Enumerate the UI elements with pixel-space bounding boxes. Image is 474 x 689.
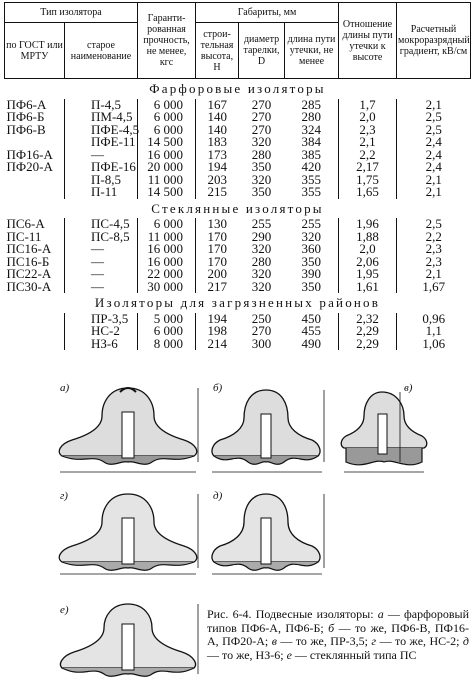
- table-row: [5, 186, 471, 199]
- table-cell: 2,5: [397, 218, 471, 231]
- table-cell: 6 000: [138, 99, 196, 112]
- table-cell: 2,5: [397, 124, 471, 137]
- table-cell: 2,3: [397, 243, 471, 256]
- table-cell: ПС16-А: [6, 241, 52, 256]
- table-cell: П-8,5: [65, 174, 138, 187]
- table-cell: 1,96: [339, 218, 397, 231]
- table-cell: ПФ6-Б: [6, 109, 45, 124]
- table-cell: 2,0: [339, 243, 397, 256]
- table-row: [5, 243, 471, 256]
- table-cell: 198: [196, 325, 239, 338]
- table-row: [5, 161, 471, 174]
- table-cell: 2,1: [339, 136, 397, 149]
- table-cell: 350: [301, 278, 322, 294]
- table-cell: 5 000: [138, 313, 196, 326]
- table-cell: 250: [251, 310, 272, 326]
- table-cell: 16 000: [138, 243, 196, 256]
- table-cell: 320: [251, 134, 272, 149]
- table-cell: 280: [251, 146, 272, 162]
- table-cell: 2,4: [397, 149, 471, 162]
- table-cell: 350: [301, 253, 322, 269]
- table-cell: 170: [196, 243, 239, 256]
- table-cell: 390: [301, 266, 322, 281]
- table-cell: 2,1: [397, 99, 471, 112]
- table-cell: 2,4: [397, 161, 471, 174]
- table-row: [5, 99, 471, 112]
- table-cell: 2,17: [339, 161, 397, 174]
- table-cell: 167: [196, 99, 239, 112]
- table-cell: 194: [196, 313, 239, 326]
- header-height: строительная высота, H: [196, 23, 239, 79]
- table-cell: 140: [196, 111, 239, 124]
- table-cell: 14 500: [138, 136, 196, 149]
- table-cell: 2,29: [339, 338, 397, 351]
- table-cell: 0,96: [397, 313, 471, 326]
- table-cell: 270: [251, 121, 272, 137]
- table-cell: 324: [301, 121, 322, 137]
- table-cell: 8 000: [138, 338, 196, 351]
- table-cell: 2,1: [397, 268, 471, 281]
- insulator-drawing-d: [206, 488, 330, 580]
- table-cell: ПС6-А: [6, 216, 45, 231]
- table-cell: 173: [196, 149, 239, 162]
- table-row: [5, 325, 471, 338]
- table-cell: ПС22-А: [6, 266, 52, 281]
- table-cell: 2,4: [397, 136, 471, 149]
- table-cell: [5, 313, 65, 326]
- insulator-drawing-a: [52, 382, 204, 478]
- table-cell: —: [65, 149, 138, 162]
- table-cell: 320: [251, 241, 272, 256]
- table-cell: 6 000: [138, 111, 196, 124]
- header-old-name: старое наименование: [65, 23, 138, 79]
- table-cell: ПФ20-А: [6, 159, 53, 174]
- header-strength: Гарантированная прочность, не менее, кгс: [138, 3, 196, 79]
- table-cell: ПС16-Б: [6, 253, 50, 269]
- figure-caption: Рис. 6-4. Подвесные изоляторы: а — фарфоровый типов ПФ6-А, ПФ6-Б; б — то же, ПФ6-В, ПФ16-А, ПФ20-А; в — то же, ПР-3,5; г — то же, НС-2; д — то же, НЗ-6; е — стеклянный типа ПС: [207, 607, 469, 662]
- table-cell: 355: [301, 184, 322, 199]
- table-cell: НЗ-6: [65, 338, 138, 351]
- header-diameter: диаметр тарелки, D: [239, 23, 285, 79]
- table-row: [5, 256, 471, 269]
- table-cell: 1,61: [339, 281, 397, 294]
- header-leakage: длина пути утечки, не менее: [285, 23, 339, 79]
- table-cell: 6 000: [138, 325, 196, 338]
- table-cell: 1,06: [397, 338, 471, 351]
- table-header: [5, 3, 471, 79]
- table-cell: 384: [301, 134, 322, 149]
- table-cell: 1,65: [339, 186, 397, 199]
- table-cell: 270: [251, 323, 272, 338]
- table-cell: 320: [301, 228, 322, 244]
- figure-label-v: в): [404, 382, 413, 394]
- table-row: [5, 268, 471, 281]
- table-cell: НС-2: [65, 325, 138, 338]
- insulator-drawing-v: [334, 382, 470, 478]
- table-cell: 450: [301, 310, 322, 326]
- table-cell: 217: [196, 281, 239, 294]
- section-title: Изоляторы для загрязненных районов: [94, 295, 381, 310]
- table-cell: 2,1: [397, 186, 471, 199]
- table-cell: 22 000: [138, 268, 196, 281]
- table-cell: 170: [196, 256, 239, 269]
- table-cell: [5, 186, 65, 199]
- table-cell: 2,0: [339, 111, 397, 124]
- table-cell: 20 000: [138, 161, 196, 174]
- section-title: Стеклянные изоляторы: [151, 200, 324, 216]
- table-cell: ПР-3,5: [65, 313, 138, 326]
- table-cell: 203: [196, 174, 239, 187]
- table-cell: 16 000: [138, 256, 196, 269]
- table-cell: ПФЕ-4,5: [65, 124, 138, 137]
- table-row: [5, 136, 471, 149]
- table-cell: 140: [196, 124, 239, 137]
- table-cell: 170: [196, 231, 239, 244]
- table-cell: 320: [251, 266, 272, 281]
- header-by-gost: по ГОСТ или МРТУ: [5, 23, 65, 79]
- table-cell: 6 000: [138, 218, 196, 231]
- table-cell: 280: [251, 253, 272, 269]
- section-title-row: [5, 79, 471, 99]
- table-body: [5, 79, 471, 351]
- table-cell: 255: [251, 216, 272, 231]
- table-cell: 183: [196, 136, 239, 149]
- table-row: [5, 174, 471, 187]
- table-cell: —: [65, 243, 138, 256]
- table-cell: ПС-11: [6, 228, 42, 244]
- figure-label-a: а): [60, 382, 70, 394]
- table-cell: ПФЕ-16: [65, 161, 138, 174]
- table-cell: 2,2: [339, 149, 397, 162]
- table-cell: ПС-4,5: [65, 218, 138, 231]
- table-cell: ПС-8,5: [65, 231, 138, 244]
- table-cell: 290: [251, 228, 272, 244]
- table-cell: 1,1: [397, 325, 471, 338]
- table-cell: 1,7: [339, 99, 397, 112]
- table-cell: 130: [196, 218, 239, 231]
- header-ratio: Отношение длины пути утечки к высоте: [339, 3, 397, 79]
- table-cell: 30 000: [138, 281, 196, 294]
- table-cell: 255: [301, 216, 322, 231]
- table-cell: ПФЕ-11: [65, 136, 138, 149]
- table-cell: П-4,5: [65, 99, 138, 112]
- table-cell: 490: [301, 335, 322, 351]
- table-cell: —: [65, 256, 138, 269]
- table-cell: 2,1: [397, 174, 471, 187]
- table-row: [5, 149, 471, 162]
- table-cell: 270: [251, 96, 272, 112]
- table-cell: 2,3: [339, 124, 397, 137]
- section-title: Фарфоровые изоляторы: [149, 81, 326, 96]
- table-row: [5, 111, 471, 124]
- table-cell: 2,29: [339, 325, 397, 338]
- table-cell: [5, 174, 65, 187]
- table-cell: 355: [301, 171, 322, 187]
- table-cell: 2,32: [339, 313, 397, 326]
- table-cell: 215: [196, 186, 239, 199]
- table-cell: 2,06: [339, 256, 397, 269]
- table-row: [5, 231, 471, 244]
- header-type-group: Тип изолятора: [5, 3, 138, 23]
- header-gradient: Расчетный мокроразрядный градиент, кВ/см: [397, 3, 471, 79]
- figure-label-d: д): [213, 490, 223, 502]
- table-cell: 11 000: [138, 174, 196, 187]
- table-cell: 320: [251, 278, 272, 294]
- table-cell: 214: [196, 338, 239, 351]
- table-cell: 385: [301, 146, 322, 162]
- table-row: [5, 281, 471, 294]
- table-cell: 320: [251, 171, 272, 187]
- table-cell: 1,88: [339, 231, 397, 244]
- figure-label-g: г): [60, 490, 68, 502]
- table-cell: [5, 338, 65, 351]
- header-dims-group: Габариты, мм: [196, 3, 339, 23]
- table-cell: [5, 325, 65, 338]
- section-title-row: [5, 293, 471, 313]
- table-cell: ПФ6-А: [6, 96, 47, 112]
- table-cell: 2,2: [397, 231, 471, 244]
- table-cell: 360: [301, 241, 322, 256]
- insulator-drawing-b: [206, 382, 330, 478]
- table-cell: 285: [301, 96, 322, 112]
- table-cell: 6 000: [138, 124, 196, 137]
- table-cell: 270: [251, 109, 272, 124]
- table-cell: 2,5: [397, 111, 471, 124]
- table-cell: 16 000: [138, 149, 196, 162]
- table-cell: 1,75: [339, 174, 397, 187]
- table-cell: 1,95: [339, 268, 397, 281]
- table-cell: 280: [301, 109, 322, 124]
- insulator-spec-table: [4, 2, 471, 350]
- caption-title: Рис. 6-4. Подвесные изоляторы:: [207, 607, 374, 621]
- table-cell: 1,67: [397, 281, 471, 294]
- table-cell: ПФ16-А: [6, 146, 53, 162]
- table-cell: 11 000: [138, 231, 196, 244]
- table-cell: 14 500: [138, 186, 196, 199]
- table-cell: 455: [301, 323, 322, 338]
- table-cell: 2,3: [397, 256, 471, 269]
- table-cell: 200: [196, 268, 239, 281]
- table-cell: —: [65, 268, 138, 281]
- table-cell: 350: [251, 184, 272, 199]
- insulator-drawing-g: [52, 488, 204, 580]
- insulator-drawing-e: [52, 598, 204, 688]
- figure-label-b: б): [213, 382, 223, 394]
- table-cell: ПМ-4,5: [65, 111, 138, 124]
- table-cell: 350: [251, 159, 272, 174]
- table-row: [5, 124, 471, 137]
- table-cell: —: [65, 281, 138, 294]
- table-cell: 194: [196, 161, 239, 174]
- table-cell: П-11: [65, 186, 138, 199]
- figure-label-e: е): [60, 604, 69, 616]
- table-row: [5, 218, 471, 231]
- section-title-row: [5, 199, 471, 219]
- table-cell: ПФ6-В: [6, 121, 46, 137]
- table-cell: ПС30-А: [6, 278, 52, 294]
- table-row: [5, 338, 471, 351]
- table-cell: 420: [301, 159, 322, 174]
- table-row: [5, 313, 471, 326]
- table-cell: 300: [251, 335, 272, 351]
